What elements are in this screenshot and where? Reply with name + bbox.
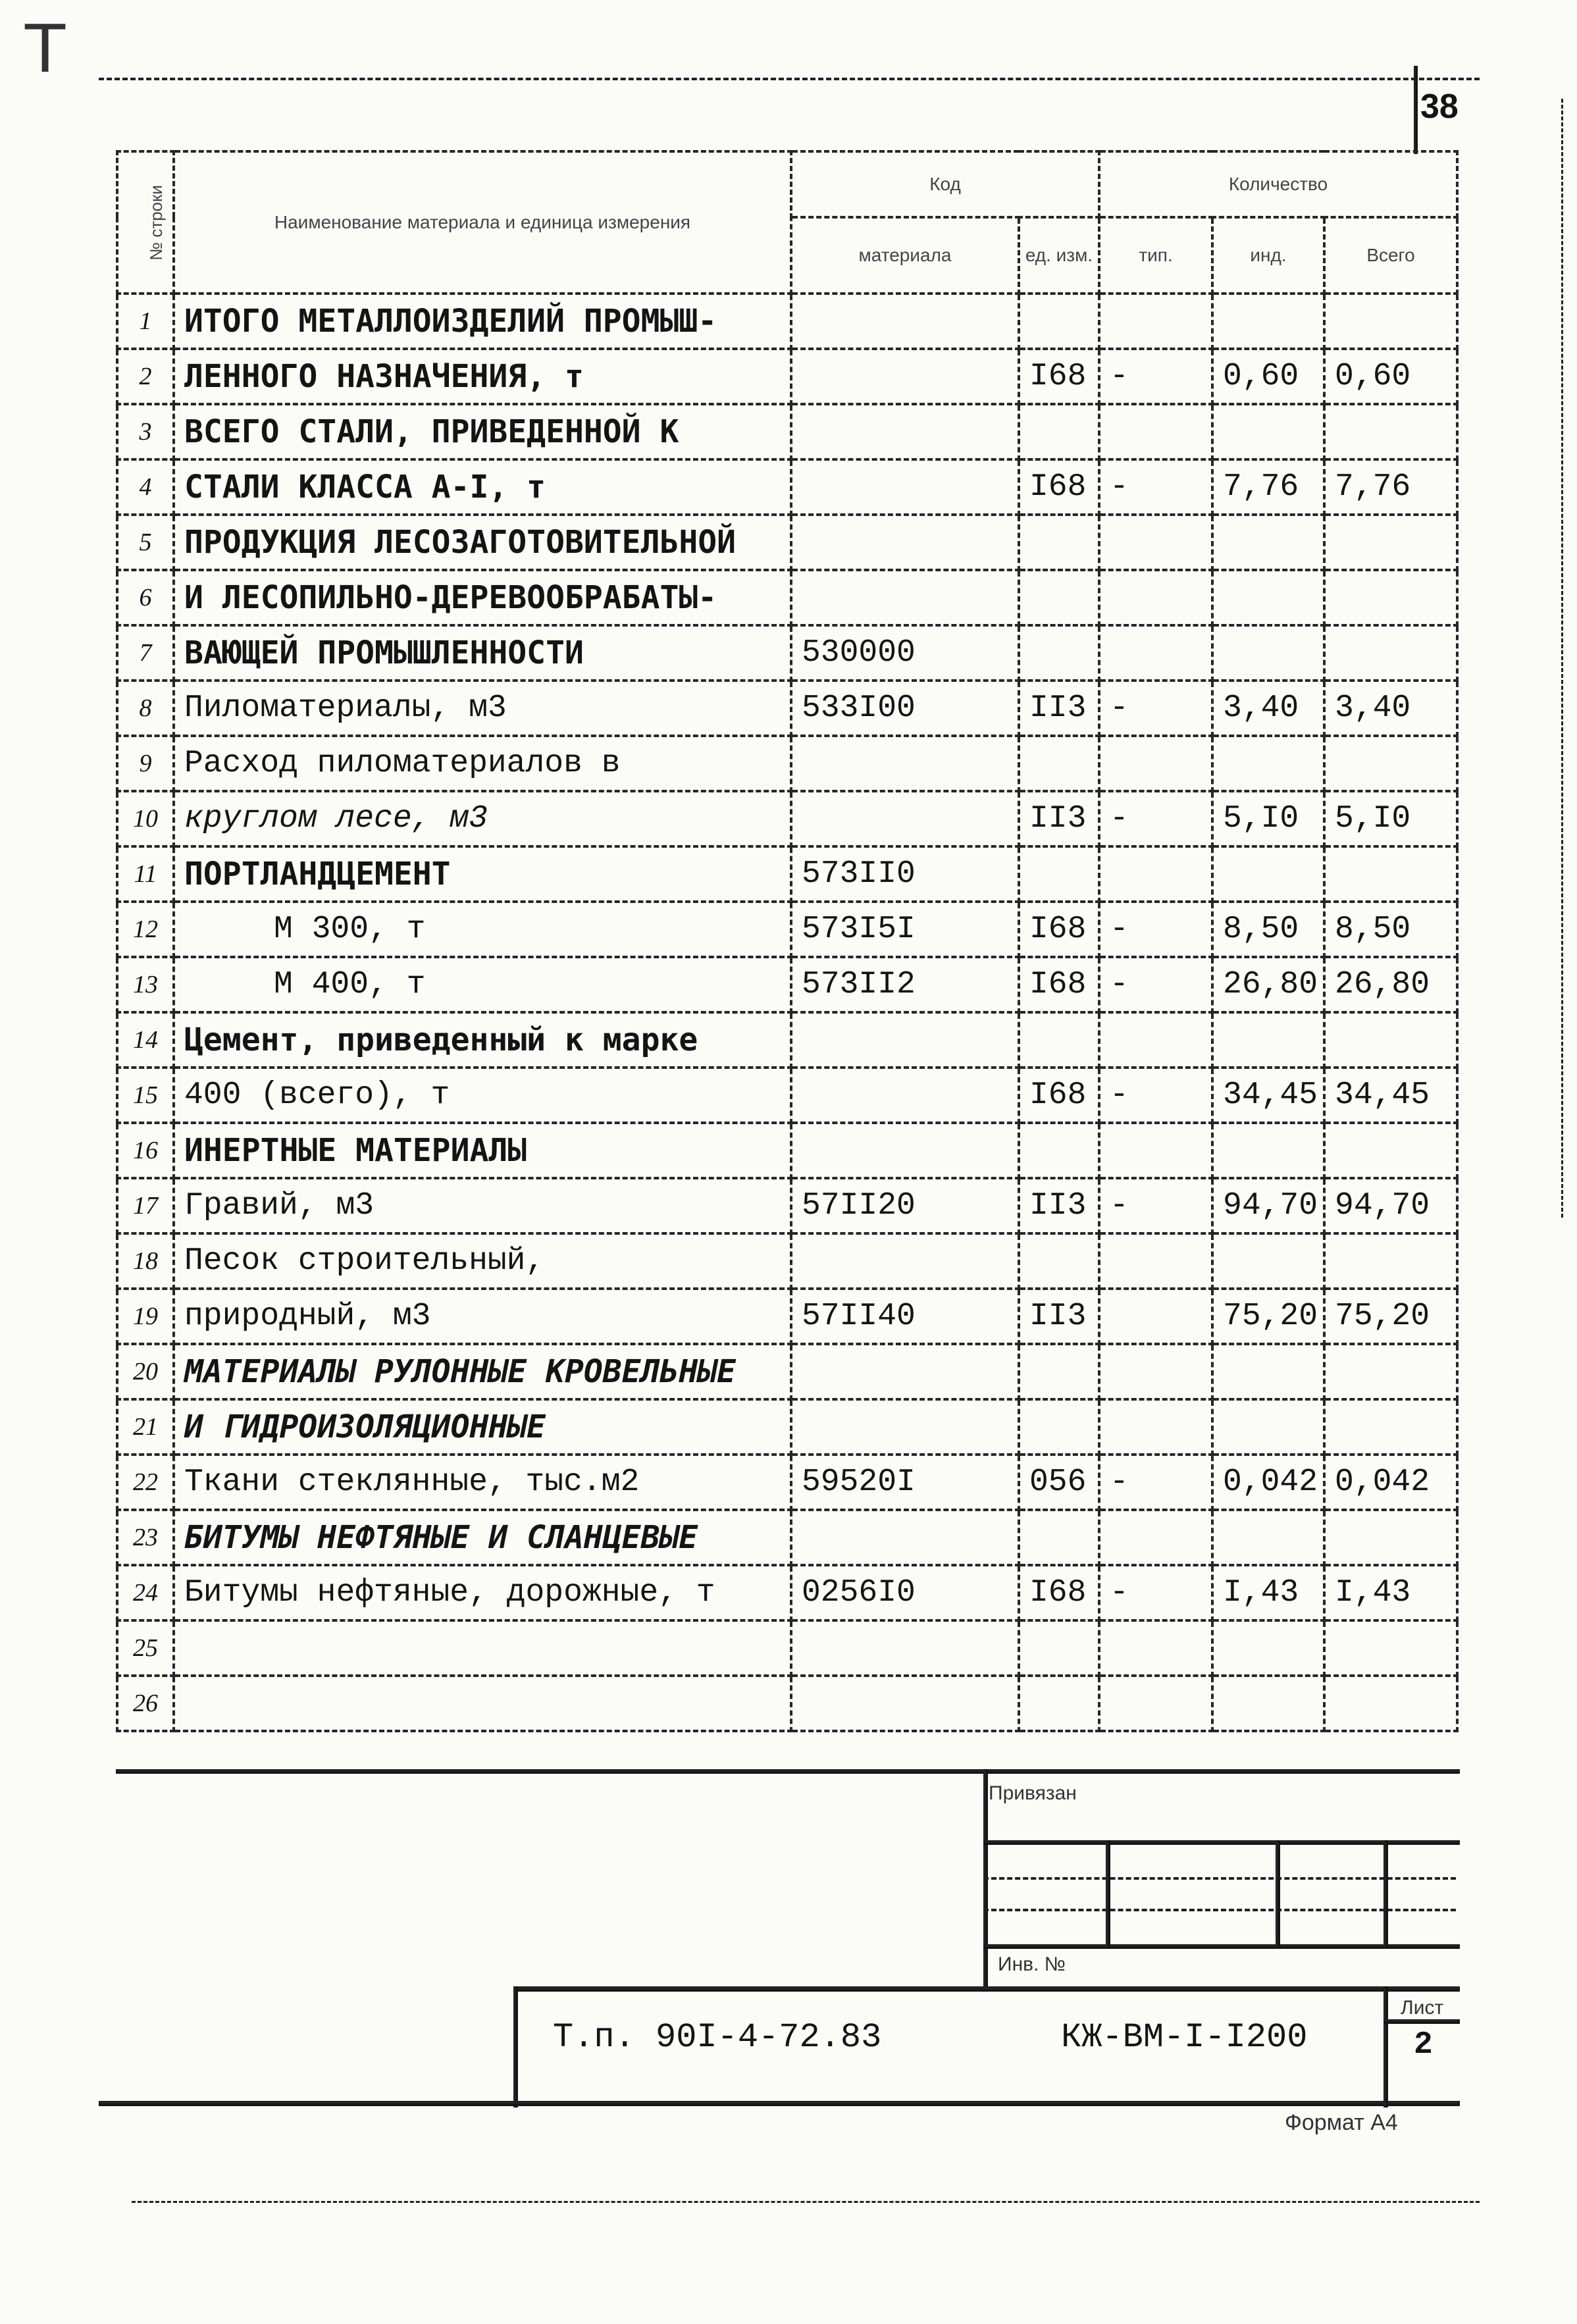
table-row: [117, 846, 1457, 902]
material-code-cell: [791, 1012, 1019, 1068]
qty-total-cell: [1324, 294, 1457, 349]
qty-ind-cell: [1212, 1344, 1324, 1399]
qty-typ-cell: [1099, 1620, 1212, 1676]
row-number-header: [117, 151, 174, 294]
qty-ind-cell: [1212, 1399, 1324, 1455]
qty-ind-cell: [1212, 1620, 1324, 1676]
qty-typ-cell: -: [1099, 791, 1212, 846]
qty-typ-header: тип.: [1099, 217, 1212, 294]
qty-typ-cell: -: [1099, 1068, 1212, 1123]
material-name-cell: СТАЛИ КЛАССА А-I, т: [174, 459, 791, 515]
qty-typ-cell: [1099, 1676, 1212, 1731]
row-number-cell: 6: [117, 570, 174, 625]
table-row: [117, 1012, 1457, 1068]
row-number-cell: 7: [117, 625, 174, 681]
title-block-bottom-line: [99, 2101, 1460, 2106]
table-row: [117, 1620, 1457, 1676]
qty-ind-cell: 7,76: [1212, 459, 1324, 515]
unit-code-cell: I68: [1019, 1565, 1099, 1620]
qty-total-cell: [1324, 625, 1457, 681]
unit-code-cell: [1019, 1012, 1099, 1068]
materials-table: [116, 150, 1459, 1732]
code-unit-header: ед. изм.: [1019, 217, 1099, 294]
material-name-cell: Цемент, приведенный к марке: [174, 1012, 791, 1068]
row-number-cell: 13: [117, 957, 174, 1012]
table-row: [117, 1344, 1457, 1399]
sheet-label-line: [1383, 2019, 1460, 2024]
row-number-cell: 5: [117, 515, 174, 570]
qty-ind-cell: [1212, 1510, 1324, 1565]
qty-typ-cell: [1099, 1289, 1212, 1344]
qty-ind-header: инд.: [1212, 217, 1324, 294]
qty-typ-cell: [1099, 1344, 1212, 1399]
table-row: [117, 1676, 1457, 1731]
material-name-cell: ВАЮЩЕЙ ПРОМЫШЛЕННОСТИ: [174, 625, 791, 681]
name-header: [174, 151, 791, 294]
unit-code-cell: [1019, 404, 1099, 459]
qty-total-cell: [1324, 736, 1457, 791]
table-row: [117, 570, 1457, 625]
table-row: [117, 736, 1457, 791]
qty-ind-cell: 0,042: [1212, 1455, 1324, 1510]
material-code-cell: 57II40: [791, 1289, 1019, 1344]
material-name-cell: БИТУМЫ НЕФТЯНЫЕ И СЛАНЦЕВЫЕ: [174, 1510, 791, 1565]
top-border-line: [99, 78, 1480, 80]
row-number-cell: 25: [117, 1620, 174, 1676]
sheet-divider-line: [1383, 1986, 1388, 2107]
stamp-left-line: [983, 1769, 988, 1990]
material-code-cell: [791, 1620, 1019, 1676]
inventory-number-label: Инв. №: [998, 1953, 1066, 1975]
qty-total-cell: 7,76: [1324, 459, 1457, 515]
qty-ind-cell: 5,I0: [1212, 791, 1324, 846]
table-row: [117, 625, 1457, 681]
unit-code-cell: II3: [1019, 791, 1099, 846]
material-code-cell: [791, 1676, 1019, 1731]
material-name-cell: ПРОДУКЦИЯ ЛЕСОЗАГОТОВИТЕЛЬНОЙ: [174, 515, 791, 570]
unit-code-cell: II3: [1019, 1178, 1099, 1233]
qty-ind-cell: 26,80: [1212, 957, 1324, 1012]
row-number-cell: 3: [117, 404, 174, 459]
table-row: [117, 349, 1457, 404]
material-code-cell: [791, 459, 1019, 515]
qty-typ-cell: [1099, 625, 1212, 681]
row-number-cell: 4: [117, 459, 174, 515]
material-name-cell: ИТОГО МЕТАЛЛОИЗДЕЛИЙ ПРОМЫШ-: [174, 294, 791, 349]
material-code-cell: [791, 404, 1019, 459]
row-number-header-text: № строки: [145, 185, 166, 261]
unit-code-cell: [1019, 1676, 1099, 1731]
qty-total-cell: 0,042: [1324, 1455, 1457, 1510]
material-code-cell: 573II2: [791, 957, 1019, 1012]
material-code-cell: 59520I: [791, 1455, 1019, 1510]
format-label: Формат А4: [1285, 2110, 1398, 2135]
qty-ind-cell: [1212, 1676, 1324, 1731]
qty-ind-cell: [1212, 625, 1324, 681]
qty-total-cell: 0,60: [1324, 349, 1457, 404]
qty-typ-cell: [1099, 294, 1212, 349]
unit-code-cell: I68: [1019, 349, 1099, 404]
row-number-cell: 22: [117, 1455, 174, 1510]
material-name-cell: Песок строительный,: [174, 1233, 791, 1289]
qty-ind-cell: 3,40: [1212, 681, 1324, 736]
row-number-cell: 11: [117, 846, 174, 902]
row-number-cell: 24: [117, 1565, 174, 1620]
qty-total-cell: [1324, 570, 1457, 625]
table-row: [117, 681, 1457, 736]
qty-total-cell: [1324, 1012, 1457, 1068]
qty-ind-cell: [1212, 294, 1324, 349]
qty-typ-cell: [1099, 1399, 1212, 1455]
qty-total-cell: 3,40: [1324, 681, 1457, 736]
row-number-cell: 20: [117, 1344, 174, 1399]
qty-typ-cell: [1099, 1233, 1212, 1289]
material-name-cell: ИНЕРТНЫЕ МАТЕРИАЛЫ: [174, 1123, 791, 1178]
row-number-cell: 10: [117, 791, 174, 846]
qty-typ-cell: [1099, 570, 1212, 625]
material-name-cell: Пиломатериалы, м3: [174, 681, 791, 736]
table-row: [117, 1123, 1457, 1178]
material-code-cell: [791, 570, 1019, 625]
material-code-cell: [791, 294, 1019, 349]
code-material-header: материала: [791, 217, 1019, 294]
qty-typ-cell: [1099, 1012, 1212, 1068]
qty-ind-cell: 0,60: [1212, 349, 1324, 404]
material-name-cell: Битумы нефтяные, дорожные, т: [174, 1565, 791, 1620]
unit-code-cell: [1019, 294, 1099, 349]
material-name-cell: М 400, т: [174, 957, 791, 1012]
row-number-cell: 16: [117, 1123, 174, 1178]
material-name-cell: Ткани стеклянные, тыс.м2: [174, 1455, 791, 1510]
qty-ind-cell: [1212, 515, 1324, 570]
row-number-cell: 17: [117, 1178, 174, 1233]
material-code-cell: [791, 791, 1019, 846]
qty-ind-cell: [1212, 404, 1324, 459]
qty-ind-cell: [1212, 736, 1324, 791]
row-number-cell: 2: [117, 349, 174, 404]
table-bottom-line: [116, 1769, 1460, 1774]
stamp-col-3: [1383, 1840, 1388, 1948]
row-number-cell: 18: [117, 1233, 174, 1289]
unit-code-cell: [1019, 570, 1099, 625]
table-row: [117, 1399, 1457, 1455]
unit-code-cell: [1019, 1344, 1099, 1399]
unit-code-cell: [1019, 1233, 1099, 1289]
unit-code-cell: [1019, 1123, 1099, 1178]
row-number-cell: 9: [117, 736, 174, 791]
row-number-cell: 26: [117, 1676, 174, 1731]
table-row: [117, 1510, 1457, 1565]
qty-ind-cell: 8,50: [1212, 902, 1324, 957]
material-name-cell: Расход пиломатериалов в: [174, 736, 791, 791]
table-row: [117, 791, 1457, 846]
qty-total-cell: [1324, 1123, 1457, 1178]
table-row: [117, 1233, 1457, 1289]
unit-code-cell: [1019, 1620, 1099, 1676]
bottom-edge-line: [132, 2201, 1480, 2203]
stamp-line-4: [983, 1944, 1460, 1949]
table-row: [117, 1068, 1457, 1123]
qty-typ-cell: [1099, 846, 1212, 902]
material-code-cell: [791, 349, 1019, 404]
material-name-cell: ВСЕГО СТАЛИ, ПРИВЕДЕННОЙ К: [174, 404, 791, 459]
qty-typ-cell: -: [1099, 681, 1212, 736]
material-name-cell: природный, м3: [174, 1289, 791, 1344]
right-edge-mark: [1561, 99, 1563, 1218]
qty-total-cell: [1324, 515, 1457, 570]
material-name-cell: МАТЕРИАЛЫ РУЛОННЫЕ КРОВЕЛЬНЫЕ: [174, 1344, 791, 1399]
qty-ind-cell: 34,45: [1212, 1068, 1324, 1123]
unit-code-cell: 056: [1019, 1455, 1099, 1510]
unit-code-cell: [1019, 736, 1099, 791]
drawing-code: КЖ-ВМ-I-I200: [1061, 2018, 1308, 2057]
material-name-cell: И ЛЕСОПИЛЬНО-ДЕРЕВООБРАБАТЫ-: [174, 570, 791, 625]
title-block-top-line: [513, 1986, 1460, 1992]
material-code-cell: [791, 1344, 1019, 1399]
qty-total-cell: I,43: [1324, 1565, 1457, 1620]
material-name-cell: [174, 1676, 791, 1731]
table-row: [117, 515, 1457, 570]
row-number-cell: 12: [117, 902, 174, 957]
qty-typ-cell: -: [1099, 459, 1212, 515]
unit-code-cell: I68: [1019, 1068, 1099, 1123]
material-code-cell: [791, 1399, 1019, 1455]
material-code-cell: 573II0: [791, 846, 1019, 902]
code-header: Код: [791, 151, 1099, 217]
qty-total-cell: [1324, 1620, 1457, 1676]
project-code: Т.п. 90I-4-72.83: [553, 2018, 882, 2057]
qty-ind-cell: 75,20: [1212, 1289, 1324, 1344]
stamp-col-2: [1276, 1840, 1280, 1948]
corner-mark: Т: [25, 11, 66, 88]
material-code-cell: 573I5I: [791, 902, 1019, 957]
qty-typ-cell: -: [1099, 902, 1212, 957]
qty-total-cell: [1324, 1399, 1457, 1455]
material-code-cell: [791, 1123, 1019, 1178]
unit-code-cell: II3: [1019, 1289, 1099, 1344]
qty-ind-cell: [1212, 846, 1324, 902]
qty-ind-cell: [1212, 1123, 1324, 1178]
material-name-cell: М 300, т: [174, 902, 791, 957]
unit-code-cell: I68: [1019, 902, 1099, 957]
qty-ind-cell: [1212, 1012, 1324, 1068]
unit-code-cell: I68: [1019, 459, 1099, 515]
table-row: [117, 902, 1457, 957]
quantity-header: Количество: [1099, 151, 1457, 217]
material-code-cell: [791, 1068, 1019, 1123]
material-code-cell: [791, 1233, 1019, 1289]
qty-total-cell: [1324, 404, 1457, 459]
title-block-left-line: [513, 1986, 518, 2107]
row-number-cell: 8: [117, 681, 174, 736]
qty-total-cell: 8,50: [1324, 902, 1457, 957]
material-code-cell: [791, 515, 1019, 570]
material-code-cell: 533I00: [791, 681, 1019, 736]
qty-typ-cell: [1099, 736, 1212, 791]
table-row: [117, 294, 1457, 349]
row-number-cell: 19: [117, 1289, 174, 1344]
table-row: [117, 957, 1457, 1012]
qty-ind-cell: I,43: [1212, 1565, 1324, 1620]
material-name-cell: ПОРТЛАНДЦЕМЕНТ: [174, 846, 791, 902]
row-number-cell: 21: [117, 1399, 174, 1455]
qty-ind-cell: [1212, 1233, 1324, 1289]
table-row: [117, 1565, 1457, 1620]
table-row: [117, 1455, 1457, 1510]
table-row: [117, 404, 1457, 459]
row-number-cell: 1: [117, 294, 174, 349]
material-name-cell: И ГИДРОИЗОЛЯЦИОННЫЕ: [174, 1399, 791, 1455]
row-number-cell: 14: [117, 1012, 174, 1068]
qty-typ-cell: -: [1099, 1178, 1212, 1233]
unit-code-cell: [1019, 1399, 1099, 1455]
qty-total-cell: [1324, 1510, 1457, 1565]
material-code-cell: 57II20: [791, 1178, 1019, 1233]
unit-code-cell: I68: [1019, 957, 1099, 1012]
sheet-label: Лист: [1401, 1997, 1444, 2019]
bound-label: Привязан: [989, 1782, 1077, 1804]
qty-typ-cell: -: [1099, 349, 1212, 404]
material-code-cell: [791, 1510, 1019, 1565]
qty-typ-cell: -: [1099, 1455, 1212, 1510]
material-code-cell: [791, 736, 1019, 791]
table-row: [117, 1289, 1457, 1344]
sheet-number: 2: [1414, 2027, 1433, 2063]
qty-total-cell: [1324, 846, 1457, 902]
qty-typ-cell: -: [1099, 957, 1212, 1012]
unit-code-cell: [1019, 1510, 1099, 1565]
material-name-cell: круглом лесе, м3: [174, 791, 791, 846]
qty-total-cell: 5,I0: [1324, 791, 1457, 846]
material-code-cell: 0256I0: [791, 1565, 1019, 1620]
material-name-cell: [174, 1620, 791, 1676]
table-row: [117, 459, 1457, 515]
row-number-cell: 15: [117, 1068, 174, 1123]
qty-total-cell: 75,20: [1324, 1289, 1457, 1344]
unit-code-cell: [1019, 515, 1099, 570]
unit-code-cell: II3: [1019, 681, 1099, 736]
page-number: 38: [1420, 88, 1459, 126]
qty-typ-cell: [1099, 1123, 1212, 1178]
qty-total-cell: 94,70: [1324, 1178, 1457, 1233]
qty-total-cell: 26,80: [1324, 957, 1457, 1012]
material-name-cell: Гравий, м3: [174, 1178, 791, 1233]
qty-total-cell: 34,45: [1324, 1068, 1457, 1123]
qty-total-cell: [1324, 1676, 1457, 1731]
material-name-cell: 400 (всего), т: [174, 1068, 791, 1123]
page-number-divider: [1414, 66, 1418, 154]
unit-code-cell: [1019, 846, 1099, 902]
qty-typ-cell: -: [1099, 1565, 1212, 1620]
row-number-cell: 23: [117, 1510, 174, 1565]
qty-ind-cell: [1212, 570, 1324, 625]
stamp-col-1: [1106, 1840, 1110, 1948]
qty-total-header: Всего: [1324, 217, 1457, 294]
material-code-cell: 530000: [791, 625, 1019, 681]
name-header-text: Наименование материала и единица измерения: [274, 212, 691, 232]
unit-code-cell: [1019, 625, 1099, 681]
material-name-cell: ЛЕННОГО НАЗНАЧЕНИЯ, т: [174, 349, 791, 404]
qty-typ-cell: [1099, 1510, 1212, 1565]
qty-total-cell: [1324, 1344, 1457, 1399]
stamp-line-1: [983, 1840, 1460, 1845]
qty-typ-cell: [1099, 404, 1212, 459]
qty-ind-cell: 94,70: [1212, 1178, 1324, 1233]
table-row: [117, 1178, 1457, 1233]
qty-total-cell: [1324, 1233, 1457, 1289]
qty-typ-cell: [1099, 515, 1212, 570]
